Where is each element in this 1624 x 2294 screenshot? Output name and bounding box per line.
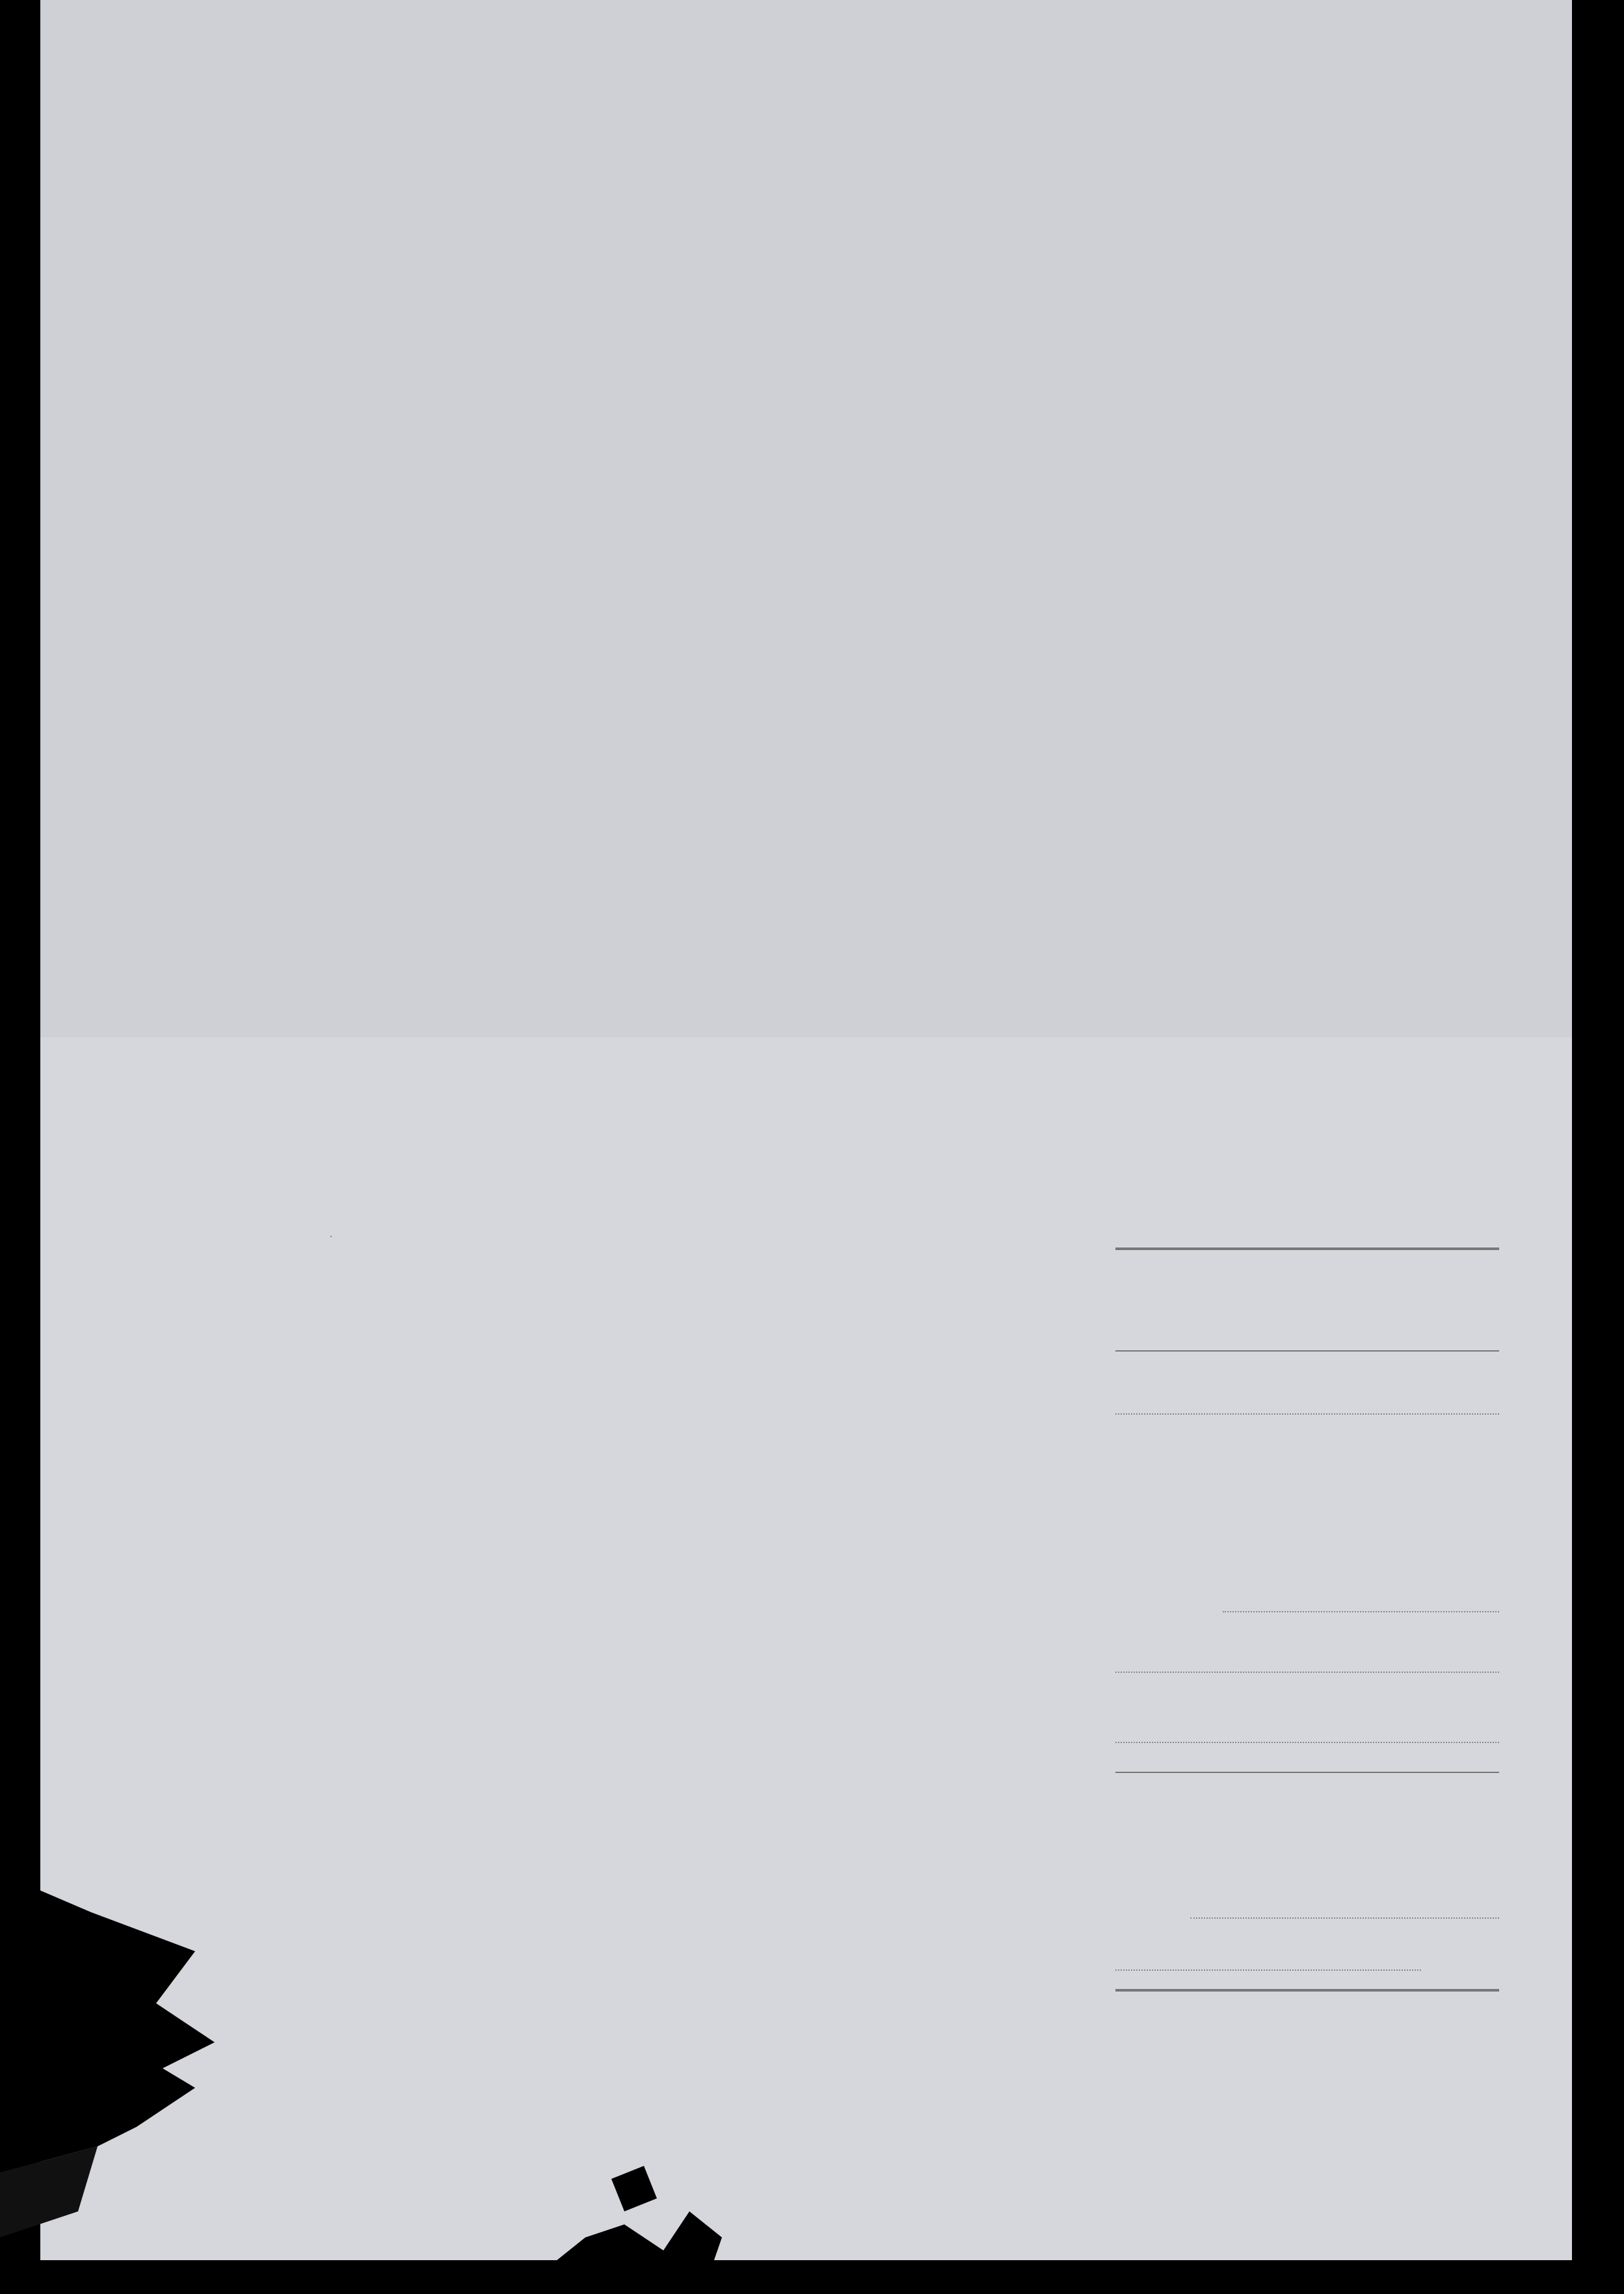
rule-3 <box>1115 1772 1499 1773</box>
crew-table-grid <box>0 0 1624 1041</box>
port-line <box>1190 1917 1499 1919</box>
rule-2 <box>1115 1350 1499 1352</box>
torn-paper-damage <box>0 1873 780 2294</box>
date-line <box>1115 1969 1421 1971</box>
master-line <box>1115 1742 1499 1743</box>
rig-line <box>1223 1611 1499 1612</box>
rule-bottom <box>1115 1989 1499 1992</box>
master-signature-line <box>330 1236 332 1237</box>
certified-copy-line <box>1115 1413 1499 1415</box>
rule-top <box>1115 1247 1499 1250</box>
vessel-name-line <box>1115 1672 1499 1673</box>
